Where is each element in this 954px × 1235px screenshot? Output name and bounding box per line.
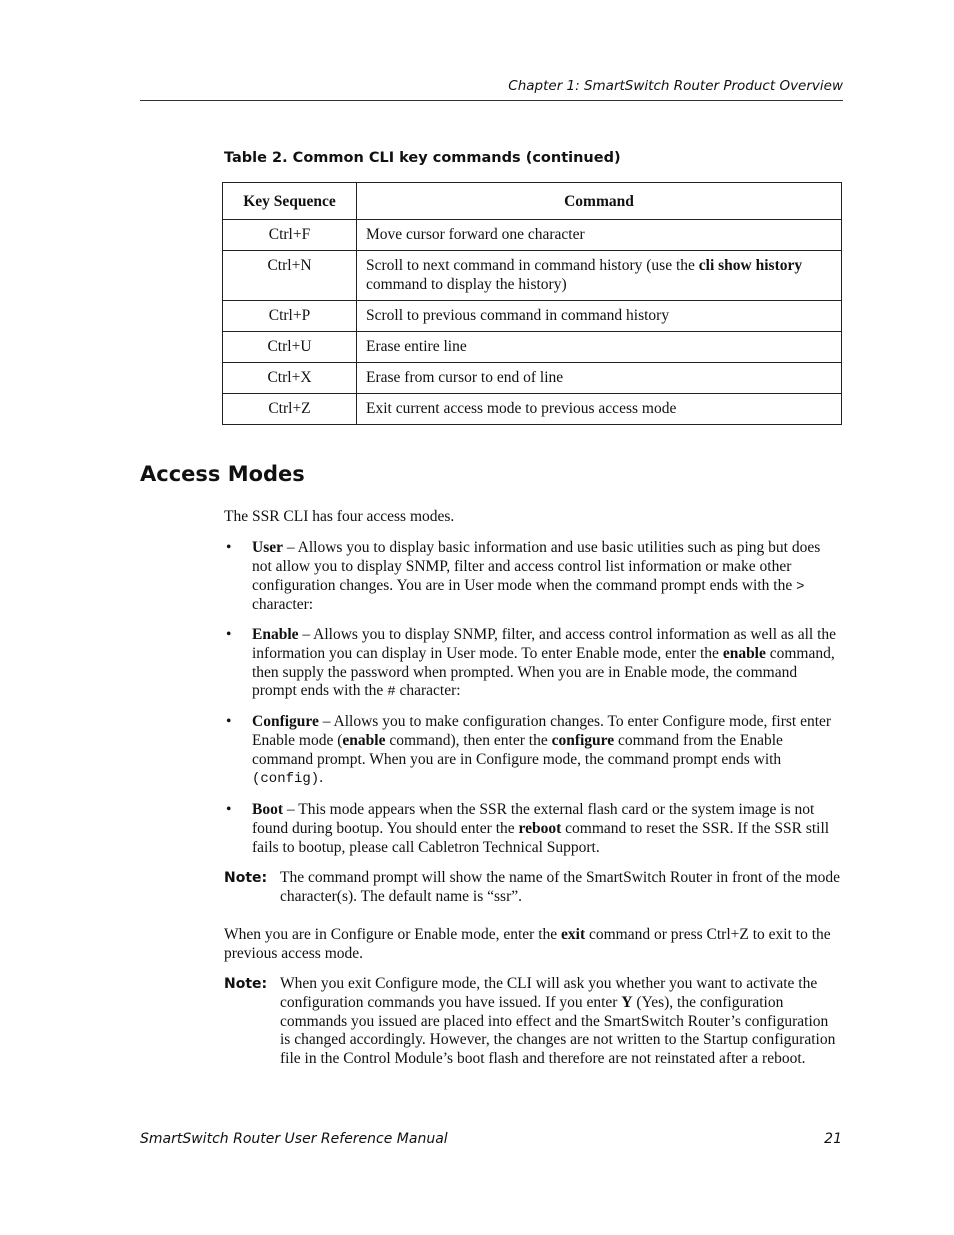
table-row: [223, 363, 842, 394]
cli-key-commands-table: [222, 182, 842, 425]
note-default-name: [224, 869, 842, 907]
table-row: [223, 220, 842, 251]
command-cell: Scroll to previous command in command history: [357, 301, 842, 332]
command-cell: Erase from cursor to end of line: [357, 363, 842, 394]
intro-paragraph: The SSR CLI has four access modes.: [224, 508, 455, 525]
bullet-icon: •: [226, 713, 232, 730]
command-cell: Erase entire line: [357, 332, 842, 363]
bullet-icon: •: [226, 539, 232, 556]
note-label: Note:: [224, 976, 268, 992]
command-cell: Exit current access mode to previous access mode: [357, 394, 842, 425]
command-cell: Scroll to next command in command history (use the cli show history command to display the history): [357, 251, 842, 301]
column-header-command: Command: [357, 183, 842, 220]
note-text: When you exit Configure mode, the CLI will ask you whether you want to activate the configuration commands you have issued. If you enter Y (Yes), the configuration commands you issued are placed into effect and the SmartSwitch Router’s configuration is changed accordingly. However, the changes are not written to the Startup configuration file in the Control Module’s boot flash and therefore are not reinstated after a reboot.: [280, 975, 836, 1068]
table-header-row: [223, 183, 842, 220]
exit-paragraph: When you are in Configure or Enable mode, enter the exit command or press Ctrl+Z to exit to the previous access mode.: [224, 926, 831, 962]
note-exit-configure: [224, 975, 842, 1069]
note-text: The command prompt will show the name of the SmartSwitch Router in front of the mode character(s). The default name is “ssr”.: [280, 869, 841, 905]
chapter-title: Chapter 1: SmartSwitch Router Product Overview: [508, 78, 843, 94]
list-item-enable-mode: • Enable – Allows you to display SNMP, filter, and access control information as well as all the information you can display in User mode. To enter Enable mode, enter the enable command, then supply the password when prompted. When you are in Enable mode, the command prompt ends with the # character:: [226, 626, 837, 701]
table-row: [223, 394, 842, 425]
key-sequence-cell: Ctrl+X: [223, 363, 357, 394]
running-header: [140, 78, 843, 101]
list-item-boot-mode: • Boot – This mode appears when the SSR the external flash card or the system image is not found during bootup. You should enter the reboot command to reset the SSR. If the SSR still fails to bootup, please call Cabletron Technical Support.: [226, 801, 830, 856]
key-sequence-cell: Ctrl+P: [223, 301, 357, 332]
key-sequence-cell: Ctrl+Z: [223, 394, 357, 425]
key-sequence-cell: Ctrl+U: [223, 332, 357, 363]
table-row: [223, 332, 842, 363]
command-cell: Move cursor forward one character: [357, 220, 842, 251]
list-item-user-mode: • User – Allows you to display basic information and use basic utilities such as ping but does not allow you to display SNMP, filter and access control list information or make other configuration changes. You are in User mode when the command prompt ends with the > character:: [226, 539, 821, 614]
key-sequence-cell: Ctrl+F: [223, 220, 357, 251]
column-header-key-sequence: Key Sequence: [223, 183, 357, 220]
list-item-configure-mode: • Configure – Allows you to make configuration changes. To enter Configure mode, first enter Enable mode (enable command), then enter the configure command from the Enable command prompt. When you are in Configure mode, the command prompt ends with (config).: [226, 713, 832, 788]
section-title: Access Modes: [140, 462, 305, 486]
key-sequence-cell: Ctrl+N: [223, 251, 357, 301]
footer-page-number: 21: [824, 1131, 842, 1147]
footer-manual-title: SmartSwitch Router User Reference Manual: [140, 1131, 448, 1147]
table-row: [223, 251, 842, 301]
bullet-icon: •: [226, 626, 232, 643]
table-caption: Table 2. Common CLI key commands (continued): [224, 150, 621, 166]
note-label: Note:: [224, 870, 268, 886]
cli-command-name: cli show history: [698, 257, 803, 274]
table-row: [223, 301, 842, 332]
bullet-icon: •: [226, 801, 232, 818]
